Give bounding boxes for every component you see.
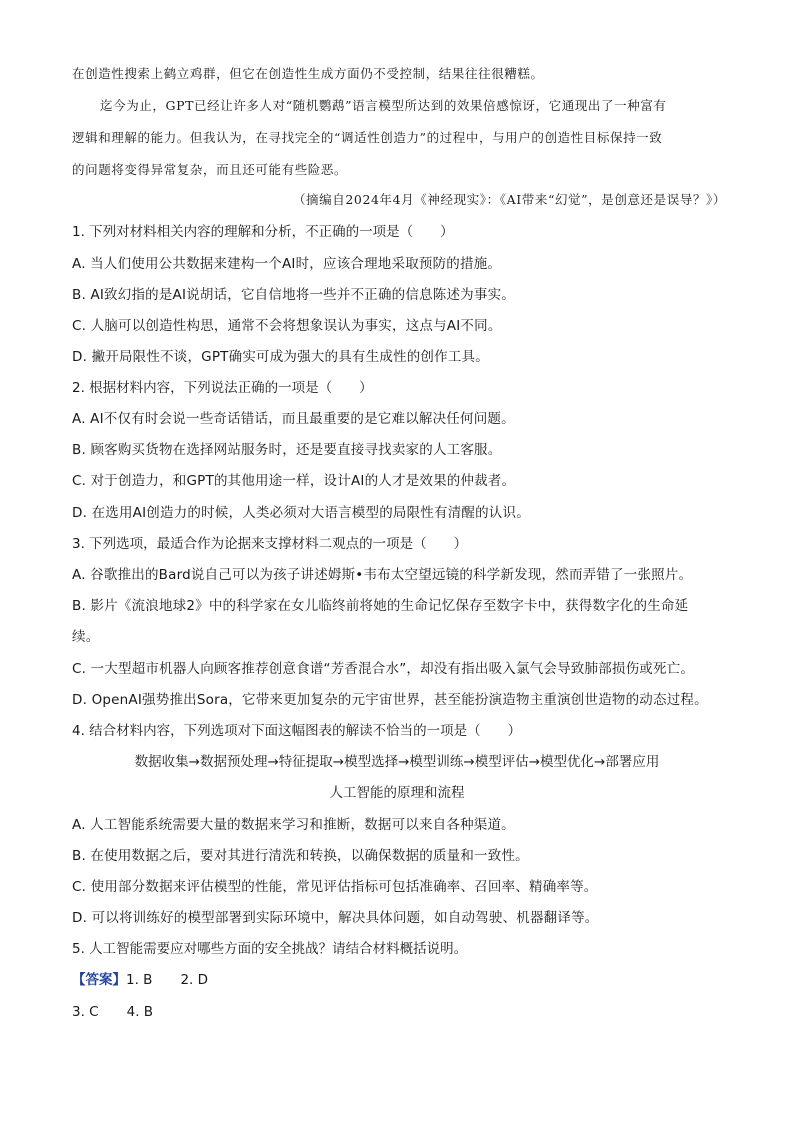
passage-line: 逻辑和理解的能力。但我认为，在寻找完全的“调适性创造力”的过程中，与用户的创造性目标保持一致 [72, 130, 663, 145]
passage-source: （摘编自2024年4月《神经现实》：《AI带来“幻觉”，是创意还是误导？》） [292, 192, 726, 207]
passage-line: 迄今为止，GPT已经让许多人对“随机鹦鹉”语言模型所达到的效果倍感惊讶，它通现出了一种富有 [100, 98, 667, 113]
question-1-option-d: D. 撇开局限性不谈，GPT确实可成为强大的具有生成性的创作工具。 [72, 349, 489, 365]
flow-title: 人工智能的原理和流程 [329, 785, 465, 801]
question-5-stem: 5. 人工智能需要应对哪些方面的安全挑战？请结合材料概括说明。 [72, 941, 468, 957]
question-1-option-b: B. AI致幻指的是AI说胡话，它自信地将一些并不正确的信息陈述为事实。 [72, 287, 515, 303]
question-4-stem: 4. 结合材料内容，下列选项对下面这幅图表的解读不恰当的一项是（ ） [72, 723, 522, 739]
question-3-option-c: C. 一大型超市机器人向顾客推荐创意食谱“芳香混合水”，却没有指出吸入氯气会导致肺部损伤或死亡。 [72, 661, 695, 677]
question-4-option-d: D. 可以将训练好的模型部署到实际环境中，解决具体问题，如自动驾驶、机器翻译等。 [72, 910, 599, 926]
answer-line-1 [72, 970, 726, 990]
passage-line: 的问题将变得异常复杂，而且还可能有些险恶。 [72, 162, 348, 177]
question-3-option-b: B. 影片《流浪地球2》中的科学家在女儿临终前将她的生命记忆保存至数字卡中，获得数字化的生命延 [72, 598, 689, 614]
question-1-option-a: A. 当人们使用公共数据来建构一个AI时，应该合理地采取预防的措施。 [72, 256, 502, 272]
question-3-option-b-cont: 续。 [72, 629, 100, 645]
flow-diagram: 数据收集→数据预处理→特征提取→模型选择→模型训练→模型评估→模型优化→部署应用 [134, 754, 660, 770]
question-4-option-a: A. 人工智能系统需要大量的数据来学习和推断，数据可以来自各种渠道。 [72, 817, 515, 833]
answer-4: 4. B [126, 1004, 154, 1020]
question-4-option-b: B. 在使用数据之后，要对其进行清洗和转换，以确保数据的质量和一致性。 [72, 848, 529, 864]
passage-line: 在创造性搜索上鹤立鸡群，但它在创造性生成方面仍不受控制，结果往往很糟糕。 [72, 66, 544, 81]
answer-1: 1. B [126, 972, 153, 988]
answer-line-2 [72, 1002, 726, 1022]
answer-tag: 【答案】 [72, 972, 126, 988]
question-2-option-a: A. AI不仅有时会说一些奇话错话，而且最重要的是它难以解决任何问题。 [72, 411, 515, 427]
question-3-stem: 3. 下列选项，最适合作为论据来支撑材料二观点的一项是（ ） [72, 536, 468, 552]
question-3-option-a: A. 谷歌推出的Bard说自己可以为孩子讲述姆斯•韦布太空望远镜的科学新发现，然而弄错了一张照片。 [72, 567, 693, 583]
answer-3: 3. C [72, 1004, 99, 1020]
question-1-stem: 1. 下列对材料相关内容的理解和分析，不正确的一项是（ ） [72, 224, 454, 240]
question-2-option-c: C. 对于创造力，和GPT的其他用途一样，设计AI的人才是效果的仲裁者。 [72, 473, 516, 489]
question-2-option-b: B. 顾客购买货物在选择网站服务时，还是要直接寻找卖家的人工客服。 [72, 442, 502, 458]
question-2-stem: 2. 根据材料内容，下列说法正确的一项是（ ） [72, 380, 373, 396]
question-2-option-d: D. 在选用AI创造力的时候，人类必须对大语言模型的局限性有清醒的认识。 [72, 505, 530, 521]
answer-2: 2. D [180, 972, 209, 988]
question-3-option-d: D. OpenAI强势推出Sora，它带来更加复杂的元宇宙世界，甚至能扮演造物主重演创世造物的动态过程。 [72, 692, 708, 708]
question-1-option-c: C. 人脑可以创造性构思，通常不会将想象误认为事实，这点与AI不同。 [72, 318, 502, 334]
question-4-option-c: C. 使用部分数据来评估模型的性能，常见评估指标可包括准确率、召回率、精确率等。 [72, 879, 598, 895]
